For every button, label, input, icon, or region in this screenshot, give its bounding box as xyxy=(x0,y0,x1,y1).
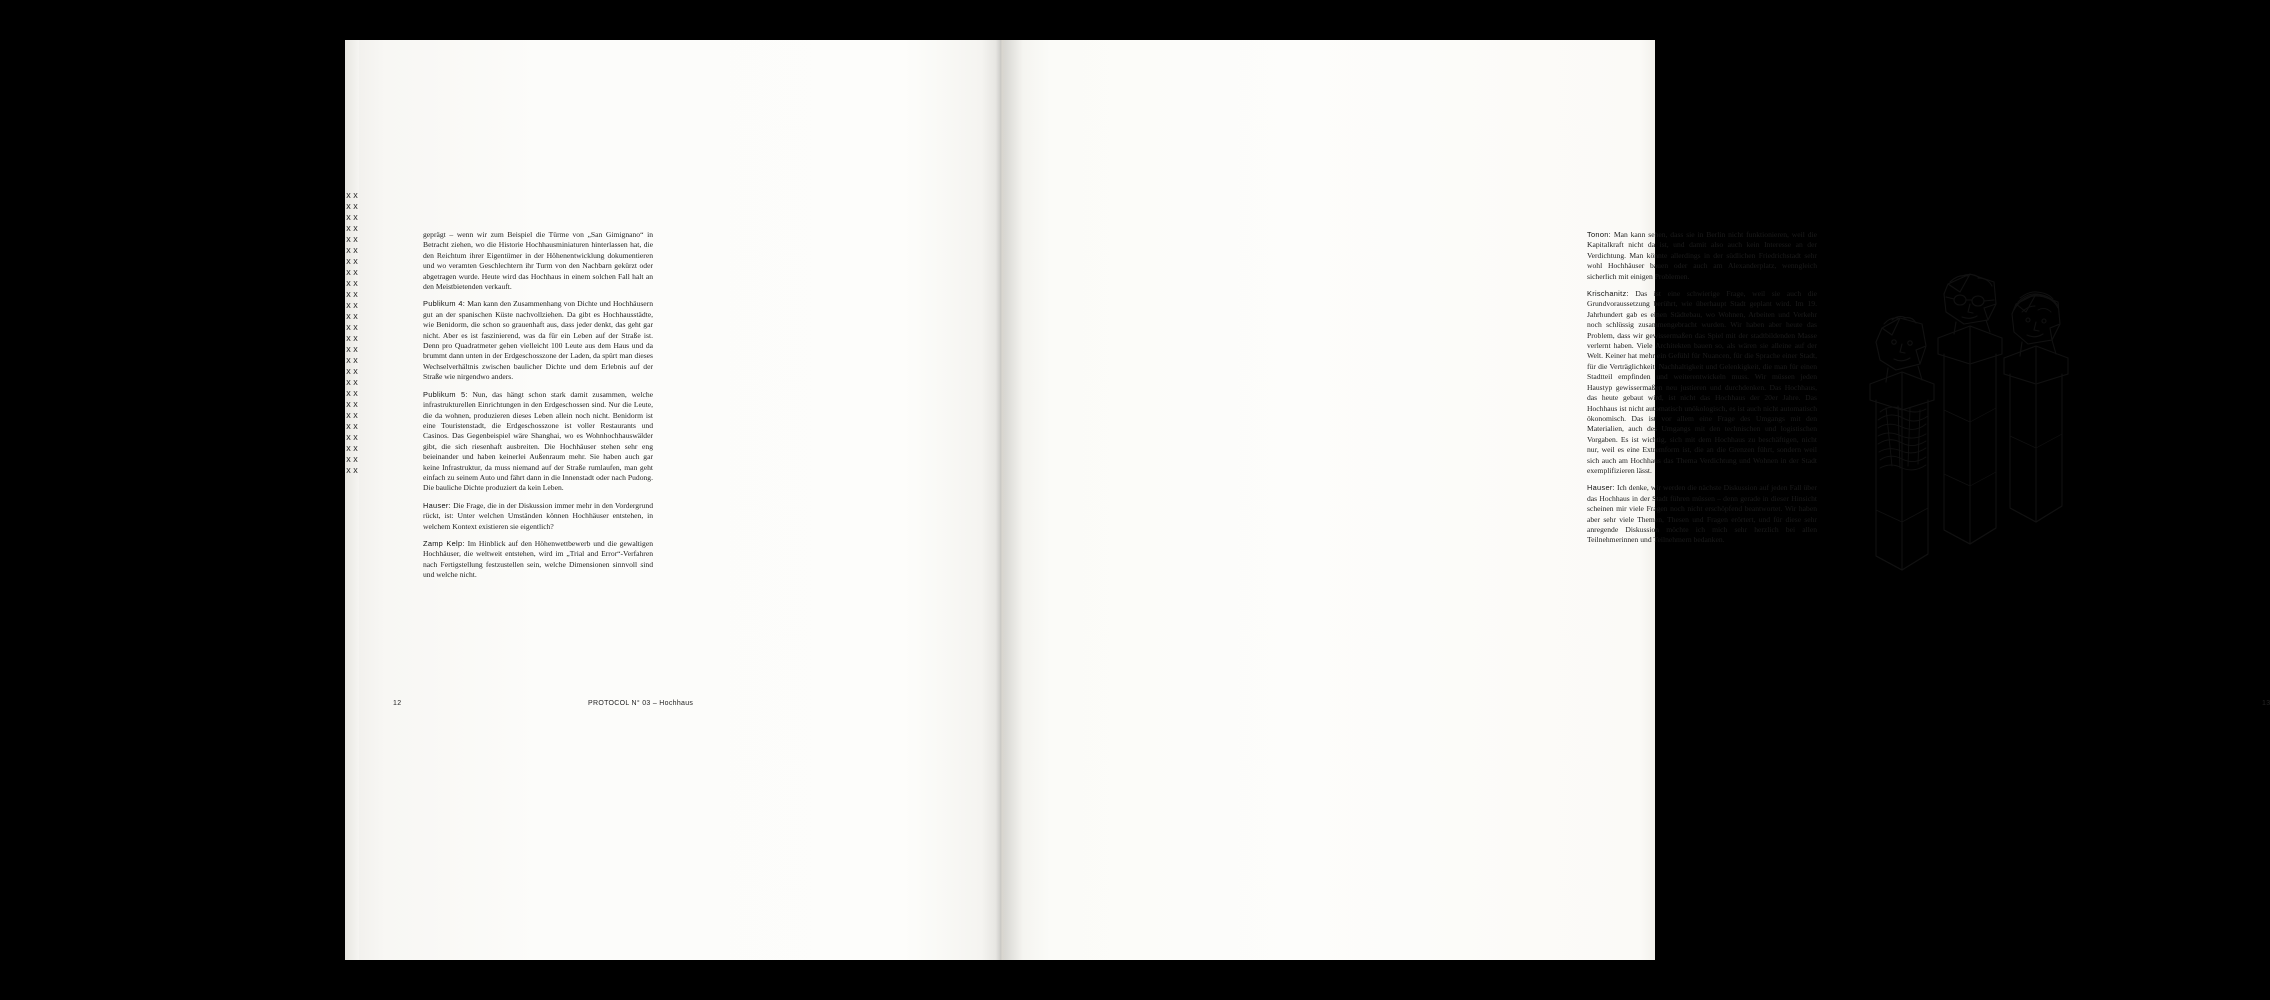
tower-figure-right xyxy=(2004,292,2068,522)
paragraph-text: Nun, das hängt schon stark damit zusammen, welche infrastrukturellen Einrichtungen in den Erdgeschossen sind. Nur die Leute, die da wohnen, produzieren dieses Leben allein noch nicht. Benidorm ist eine Touristenstadt, die Erdgeschosszone ist voller Restaurants und Casinos. Das Gegenbeispiel wäre Shanghai, wo es Wohnhochhauswälder gibt, die sich riesenhaft ausbreiten. Die Hochhäuser stehen sehr eng beieinander und haben keinerlei Außenraum mehr. Sie haben auch gar keine Infrastruktur, da muss niemand auf der Straße rumlaufen, man geht einfach zu seinem Auto und fährt dann in die Innenstadt oder nach Pudong. Die bauliche Dichte produziert da kein Leben. xyxy=(423,389,653,493)
paragraph-text: Die Frage, die in der Diskussion immer mehr in den Vordergrund rückt, ist: Unter welchen Umständen können Hochhäuser entstehen, in welchem Kontext existieren sie eigentlich? xyxy=(423,500,653,531)
speaker-label: Hauser: xyxy=(423,500,451,510)
tower-figure-middle xyxy=(1938,274,2002,544)
paragraph-zamp-kelp xyxy=(423,539,653,581)
paragraph-publikum-4 xyxy=(423,299,653,382)
tower-figures-illustration xyxy=(1830,260,2130,590)
paragraph-continuation xyxy=(423,230,653,292)
spine-stitching-marks: x x x x x x x x x x x x x x x x x x x x x x x x x x x x x x x x x x x x x x x x x x x x x x x x x x x x xyxy=(346,190,358,475)
running-head: PROTOCOL N° 03 – Hochhaus xyxy=(588,700,694,707)
tower-figure-left xyxy=(1870,316,1934,570)
paragraph-text: Man kann den Zusammenhang von Dichte und Hochhäusern gut an der spanischen Küste nachvollziehen. Da gibt es Hochhausstädte, wie Benidorm, die schon so grauenhaft aus, dass jeder denkt, das geht gar nicht. Aber es ist faszinierend, was da für ein Leben auf der Straße ist. Denn pro Quadratmeter gehen vielleicht 100 Leute aus dem Haus und da brummt dann unten in der Erdgeschosszone der Laden, da spürt man dieses Wechselverhältnis zwischen baulicher Dichte und dem Erlebnis auf der Straße wie nirgendwo anders. xyxy=(423,299,654,382)
right-page-text-column xyxy=(1587,230,1817,546)
paragraph-hauser-closing xyxy=(1587,483,1817,545)
right-page xyxy=(1000,40,2270,960)
page-number-right: 13 xyxy=(2262,700,2270,707)
page-number-left: 12 xyxy=(393,700,402,707)
paragraph-text: Man kann sehen, dass sie in Berlin nicht funktionieren, weil die Kapitalkraft nicht da ist, und damit also auch kein Interesse an der Verdichtung. Man könnte allerdings in der südlichen Friedrichstadt sehr wohl Hochhäuser bauen oder auch am Alexanderplatz, wenngleich sicherlich mit einigen Problemen. xyxy=(1587,230,1817,281)
paragraph-krischanitz xyxy=(1587,289,1817,476)
paragraph-text: Das ist eine schwierige Frage, weil sie auch die Grundvoraussetzung berührt, wie überhaupt Stadt geplant wird. Im 19. Jahrhundert gab es einen Städtebau, wo Wohnen, Arbeiten und Verkehr noch schlüssig zusammengebracht wurden. Wir haben aber heute das Problem, dass wir gewissermaßen das Spiel mit der stadtbildenden Masse verlernt haben. Viele Architekten bauen so, als wären sie alleine auf der Welt. Keiner hat mehr ein Gefühl für Nuancen, für die Sprache einer Stadt, für die Verträglichkeit, Nachhaltigkeit und Gelenkigkeit, die man für einen Stadtteil empfinden und weiterentwickeln muss. Wir müssen jeden Haustyp gewissermaßen neu justieren und durchdenken. Das Hochhaus, das heute gebaut wird, ist nicht das Hochhaus der 20er Jahre. Das Hochhaus ist nicht automatisch unökologisch, es ist auch nicht automatisch ökonomisch. Das ist vor allem eine Frage des Umgangs mit den Materialien, auch des Umgangs mit den technischen und logistischen Vorgaben. Es ist wichtig, sich mit dem Hochhaus zu beschäftigen, nicht nur, weil es eine Extremform ist, die an die Grenzen führt, sondern weil sich auch am Hochhaus das Thema Verdichtung und Wohnen in der Stadt exemplifizieren lässt. xyxy=(1587,289,1817,475)
book-spread xyxy=(345,40,2270,960)
left-page xyxy=(345,40,1000,960)
paragraph-text: Im Hinblick auf den Höhenwettbewerb und die gewaltigen Hochhäuser, die weltweit entstehen, wird im „Trial and Error“-Verfahren nach Fertigstellung festzustellen sein, welche Dimensionen sinnvoll sind und welche nicht. xyxy=(423,538,653,580)
speaker-label: Publikum 4: xyxy=(423,299,466,309)
paragraph-text: geprägt – wenn wir zum Beispiel die Türme von „San Gimignano“ in Betracht ziehen, wo die Historie Hochhausminiaturen hinterlassen hat, die den Reichtum ihrer Eigentümer in der Höhenentwicklung dokumentieren und wo veramten Geschlechtern ihr Turm von den Nachbarn gekürzt oder abgetragen wurde. Heute wird das Hochhaus in einem solchen Fall halt an den Meistbietenden verkauft. xyxy=(423,230,653,292)
speaker-label: Tonon: xyxy=(1587,230,1611,239)
paragraph-text: Ich denke, wir werden die nächste Diskussion auf jeden Fall über das Hochhaus in der Stadt führen müssen – denn gerade in dieser Hinsicht scheinen mir viele Fragen noch nicht erschöpfend beantwortet. Wir haben aber sehr viele Themen, Thesen und Fragen erörtert, und für diese sehr anregende Diskussion möchte ich mich sehr herzlich bei allen Teilnehmerinnen und Teilnehmern bedanken. xyxy=(1587,483,1817,545)
speaker-label: Publikum 5: xyxy=(423,389,468,399)
speaker-label: Hauser: xyxy=(1587,483,1615,493)
paragraph-hauser xyxy=(423,501,653,532)
paragraph-publikum-5 xyxy=(423,390,653,494)
speaker-label: Zamp Kelp: xyxy=(423,538,465,548)
left-page-text-column xyxy=(423,230,653,581)
speaker-label: Krischanitz: xyxy=(1587,289,1629,299)
paragraph-tonon xyxy=(1587,230,1817,282)
